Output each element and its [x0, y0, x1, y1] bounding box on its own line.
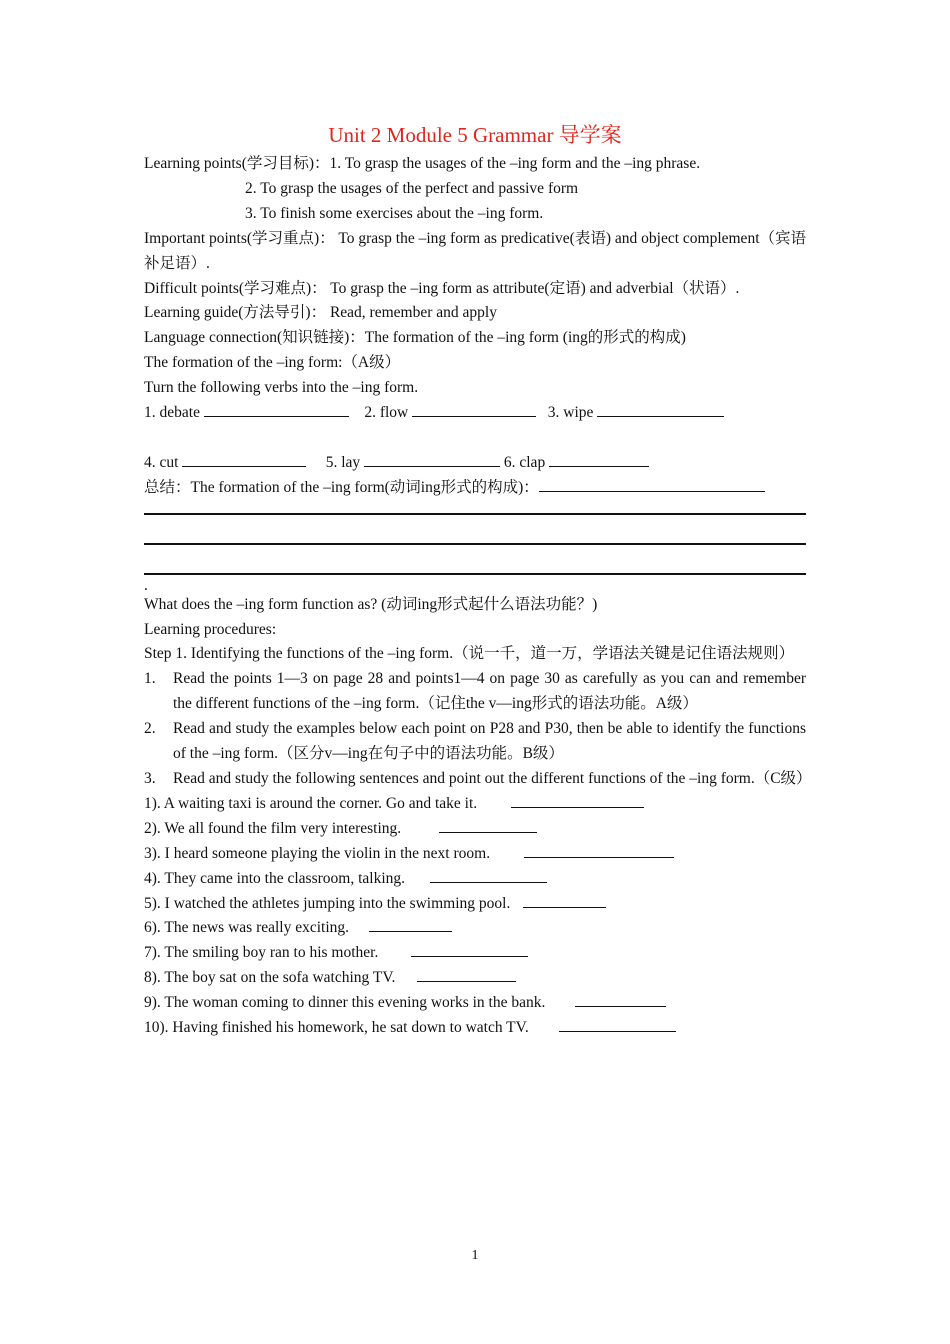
step-list-item [144, 667, 806, 717]
language-connection: Language connection(知识链接)：The formation of the –ing form (ing的形式的构成) [144, 329, 686, 347]
sentence-item [144, 842, 806, 867]
list-text: Read and study the examples below each point on P28 and P30, then be able to identify the functions of the –ing form.（区分v—ing在句子中的语法功能。B级） [173, 720, 806, 763]
answer-blank[interactable] [524, 842, 674, 858]
formation-heading: The formation of the –ing form:（A级） [144, 354, 401, 372]
answer-blank[interactable] [182, 451, 306, 467]
learning-points [144, 152, 806, 177]
sentence-text: 10). Having finished his homework, he sat down to watch TV. [144, 1019, 529, 1037]
verb-item: 6. clap [503, 453, 546, 471]
sentence-item [144, 867, 806, 892]
verb-item: 2. flow [364, 404, 409, 422]
sentence-item [144, 966, 806, 991]
answer-blank[interactable] [575, 991, 666, 1007]
turn-instruction: Turn the following verbs into the –ing form. [144, 379, 419, 397]
summary [144, 476, 806, 501]
learning-point-2: 2. To grasp the usages of the perfect and passive form [245, 179, 579, 197]
dot-mark: . [144, 576, 148, 594]
answer-blank[interactable] [439, 817, 537, 833]
sentence-text: 6). The news was really exciting. [144, 919, 350, 937]
sentence-text: 1). A waiting taxi is around the corner. Go and take it. [144, 794, 478, 812]
summary-blank[interactable] [539, 476, 765, 492]
learning-points-label: Learning points(学习目标)： [144, 155, 330, 172]
answer-blank[interactable] [369, 916, 452, 932]
learning-point-3: 3. To finish some exercises about the –ing form. [245, 204, 544, 222]
list-text: Read the points 1—3 on page 28 and points1—4 on page 30 as carefully as you can and remember the different functions of the –ing form.（记住the v—ing形式的语法功能。A级） [173, 670, 806, 713]
sentence-item [144, 792, 806, 817]
sentence-item [144, 1016, 806, 1041]
sentence-item [144, 991, 806, 1016]
answer-blank[interactable] [204, 401, 349, 417]
answer-blank[interactable] [597, 401, 724, 417]
important-points: Important points(学习重点)： To grasp the –ing form as predicative(表语) and object complement（宾语补足语）. [144, 229, 806, 272]
answer-blank[interactable] [430, 867, 547, 883]
sentence-text: 8). The boy sat on the sofa watching TV. [144, 969, 396, 987]
sentence-text: 4). They came into the classroom, talking. [144, 869, 405, 887]
list-text: Read and study the following sentences and point out the different functions of the –ing form.（C级） [173, 770, 812, 788]
summary-label: 总结：The formation of the –ing form(动词ing形式的构成)： [144, 478, 539, 496]
list-number: 2. [144, 720, 156, 738]
document-page [144, 120, 812, 1041]
page-number: 1 [471, 1248, 479, 1263]
sentence-item [144, 892, 806, 917]
verb-item: 4. cut [144, 453, 179, 471]
answer-blank[interactable] [417, 966, 516, 982]
sentence-text: 9). The woman coming to dinner this evening works in the bank. [144, 994, 546, 1012]
list-number: 3. [144, 770, 156, 788]
sentence-item [144, 817, 806, 842]
sentence-item [144, 916, 806, 941]
verb-item: 5. lay [325, 453, 361, 471]
sentence-text: 5). I watched the athletes jumping into the swimming pool. [144, 894, 511, 912]
step-1-heading: Step 1. Identifying the functions of the –ing form.（说一千，道一万，学语法关键是记住语法规则） [144, 645, 795, 663]
spacer [144, 426, 806, 451]
page-title: Unit 2 Module 5 Grammar 导学案 [328, 123, 622, 147]
answer-line[interactable] [144, 573, 806, 575]
answer-blank[interactable] [523, 892, 606, 908]
answer-blank[interactable] [549, 451, 649, 467]
sentence-text: 2). We all found the film very interesting. [144, 819, 402, 837]
answer-blank[interactable] [511, 792, 644, 808]
learning-guide: Learning guide(方法导引)： Read, remember and apply [144, 304, 497, 322]
procedures-label: Learning procedures: [144, 620, 277, 638]
function-question: What does the –ing form function as? (动词ing形式起什么语法功能？) [144, 595, 598, 613]
learning-point-1: 1. To grasp the usages of the –ing form and the –ing phrase. [329, 155, 701, 172]
difficult-points: Difficult points(学习难点)： To grasp the –ing form as attribute(定语) and adverbial（状语）. [144, 279, 740, 297]
answer-lines [144, 501, 806, 575]
verb-exercise-row-2 [144, 451, 806, 476]
answer-blank[interactable] [412, 401, 536, 417]
step-list-item [144, 767, 812, 792]
step-list-item [144, 717, 806, 767]
list-number: 1. [144, 670, 156, 688]
sentence-text: 7). The smiling boy ran to his mother. [144, 944, 379, 962]
verb-item: 3. wipe [547, 404, 594, 422]
verb-item: 1. debate [144, 404, 200, 422]
answer-blank[interactable] [364, 451, 500, 467]
answer-blank[interactable] [559, 1016, 676, 1032]
answer-blank[interactable] [411, 941, 528, 957]
sentence-text: 3). I heard someone playing the violin in the next room. [144, 844, 491, 862]
verb-exercise-row-1 [144, 401, 806, 426]
sentence-item [144, 941, 806, 966]
